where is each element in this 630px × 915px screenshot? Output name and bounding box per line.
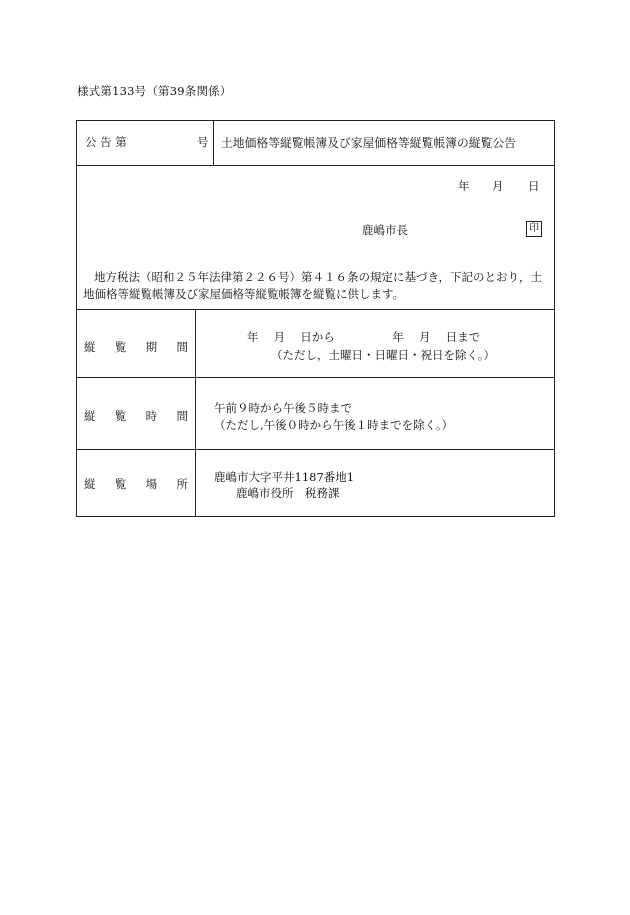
seal-mark: 印 (526, 221, 542, 237)
body-line-1: 地方税法（昭和２５年法律第２２６号）第４１６条の規定に基づき，下記のとおり，土 (94, 270, 543, 284)
date-year: 年 (458, 179, 470, 193)
location-office: 鹿嶋市役所 税務課 (236, 486, 340, 500)
date-day: 日 (528, 179, 540, 193)
notice-number-prefix: 公 告 第 (85, 135, 127, 149)
body-rule (77, 309, 554, 310)
header-divider (213, 121, 214, 165)
period-dates: 年 月 日から 年 月 日まで (247, 330, 481, 344)
period-label: 縦 覧 期 間 (84, 340, 188, 354)
form-number: 様式第133号（第39条関係） (77, 84, 232, 98)
notice-title: 土地価格等縦覧帳簿及び家屋価格等縦覧帳簿の縦覧公告 (221, 136, 516, 150)
hours-label: 縦 覧 時 間 (84, 409, 188, 423)
period-rule (77, 377, 554, 378)
notice-number-suffix: 号 (197, 135, 209, 149)
hours-rule (77, 449, 554, 450)
location-label: 縦 覧 場 所 (84, 477, 188, 491)
location-address: 鹿嶋市大字平井1187番地1 (214, 470, 355, 484)
hours-note: （ただし,午後０時から午後１時までを除く。） (214, 418, 454, 432)
body-line-2: 地価格等縦覧帳簿及び家屋価格等縦覧帳簿を縦覧に供します。 (83, 287, 405, 301)
header-rule (77, 165, 554, 166)
label-column-divider (195, 309, 196, 517)
issuer-name: 鹿嶋市長 (362, 223, 408, 237)
hours-value: 午前９時から午後５時まで (214, 401, 352, 415)
notice-form (76, 120, 555, 517)
date-month: 月 (492, 179, 504, 193)
period-note: （ただし，土曜日・日曜日・祝日を除く。） (271, 348, 496, 362)
